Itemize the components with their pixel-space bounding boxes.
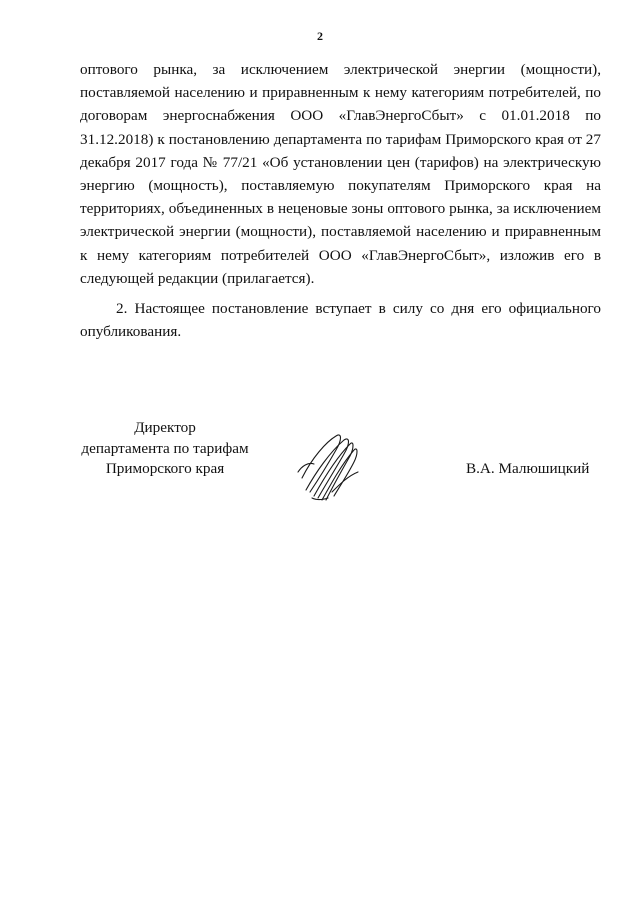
- body-line: оптового рынка, за исключением электрической энергии (мощности),: [80, 61, 601, 78]
- signatory-title: [60, 418, 270, 480]
- body-line: электрической энергии (мощности), поставляемой населению и приравненным: [80, 223, 601, 241]
- body-line: к нему категориям потребителей ООО «ГлавЭнергоСбыт», изложив его в: [80, 246, 601, 264]
- body-line: 2. Настоящее постановление вступает в силу со дня его официального: [116, 300, 601, 318]
- body-line: 31.12.2018) к постановлению департамента по тарифам Приморского края от 27: [80, 130, 601, 148]
- paragraph-gap: [80, 290, 601, 297]
- signatory-title-line: Директор: [134, 419, 196, 436]
- body-line: декабря 2017 года № 77/21 «Об установлении цен (тарифов) на электрическую: [80, 153, 601, 171]
- body-line: договорам энергоснабжения ООО «ГлавЭнергоСбыт» с 01.01.2018 по: [80, 107, 601, 125]
- signatory-title-line: департамента по тарифам: [81, 439, 249, 457]
- body-line: следующей редакции (прилагается).: [80, 269, 315, 287]
- document-body: [80, 58, 601, 343]
- body-line: территориях, объединенных в неценовые зоны оптового рынка, за исключением: [80, 200, 601, 218]
- signer-name: В.А. Малюшицкий: [466, 460, 590, 477]
- body-line: поставляемой населению и приравненным к нему категориям потребителей, по: [80, 84, 601, 102]
- body-line: энергию (мощность), поставляемую покупателям Приморского края на: [80, 177, 601, 195]
- page-number: 2: [317, 29, 323, 43]
- body-line: опубликования.: [80, 323, 182, 341]
- signatory-title-line: Приморского края: [105, 460, 225, 477]
- handwritten-signature: [292, 428, 372, 508]
